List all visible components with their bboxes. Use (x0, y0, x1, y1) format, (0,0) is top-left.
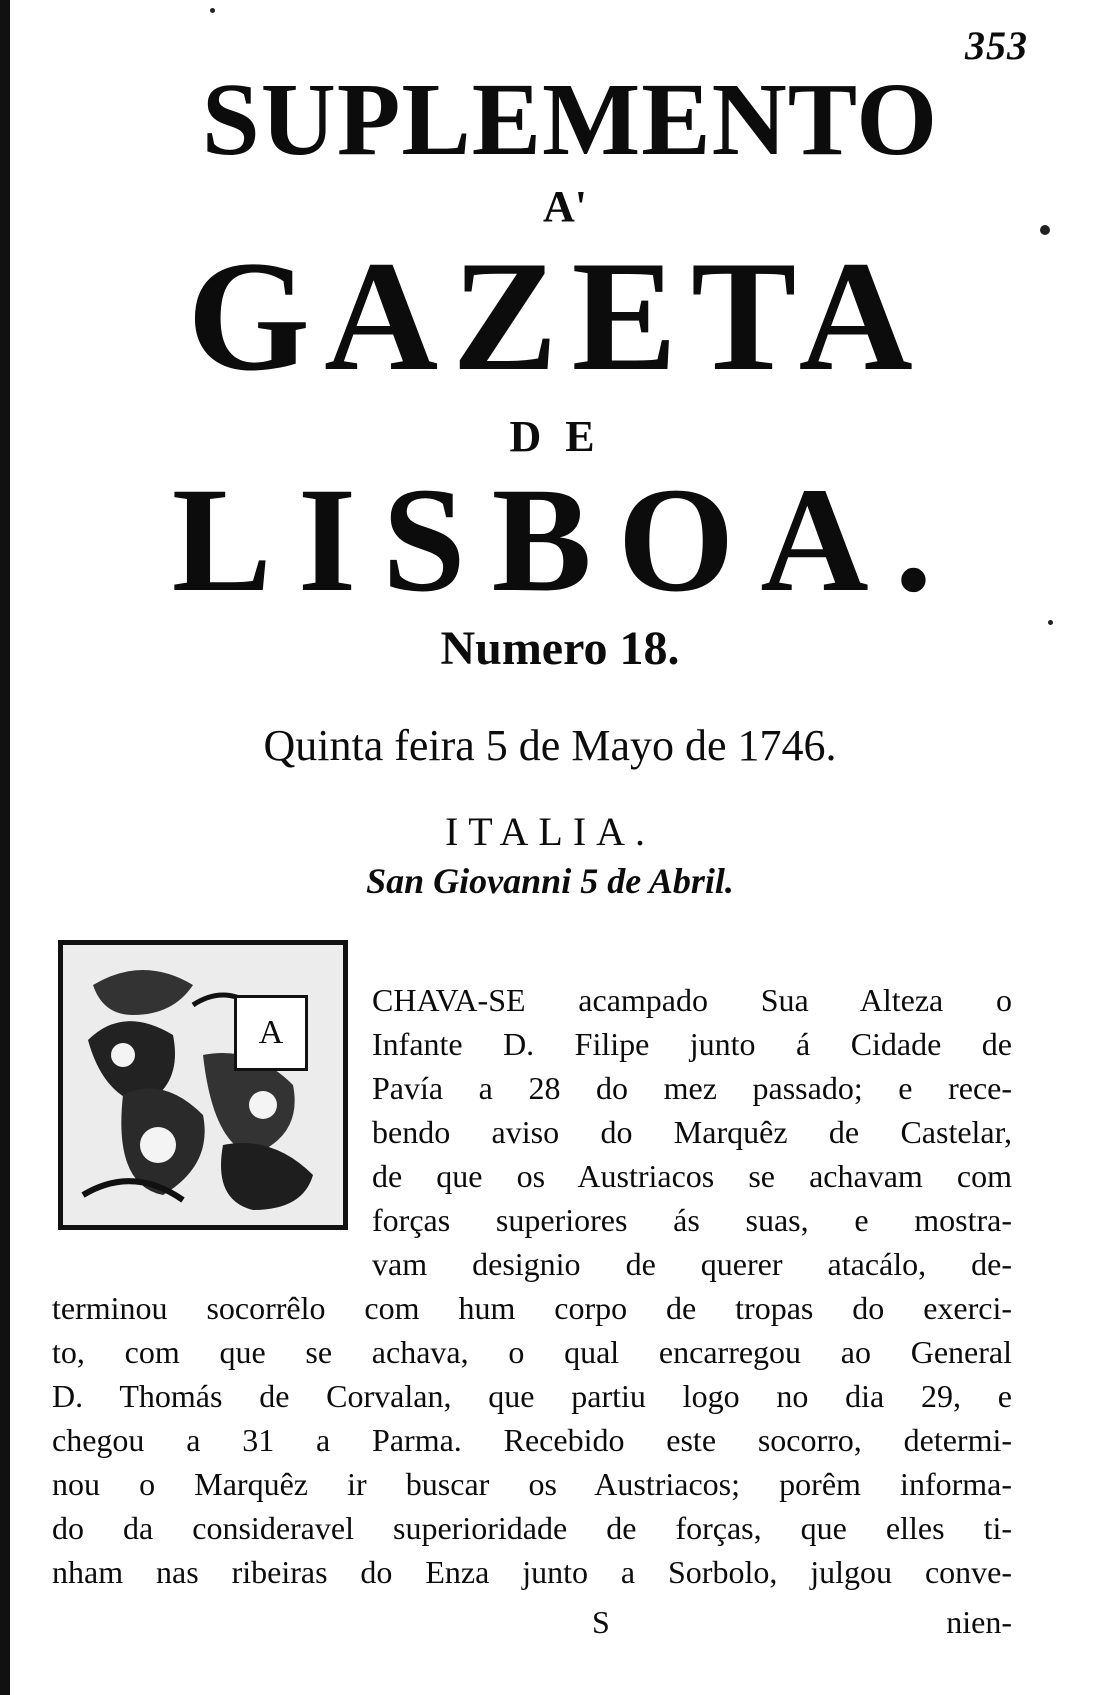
body-line: nou o Marquêz ir buscar os Austriacos; porêm informa- (52, 1466, 1012, 1502)
catchword: nien- (946, 1604, 1012, 1640)
body-line: terminou socorrêlo com hum corpo de tropas do exerci- (52, 1290, 1012, 1326)
masthead-de: DE (509, 412, 619, 461)
page-number: 353 (965, 23, 1028, 68)
body-line: do da consideravel superioridade de forças, que elles ti- (52, 1510, 1012, 1546)
body-line: vam designio de querer atacálo, de- (372, 1246, 1012, 1282)
masthead-gazeta: GAZETA (187, 229, 927, 404)
body-line: nham nas ribeiras do Enza junto a Sorbolo, julgou conve- (52, 1554, 1012, 1590)
masthead-lisboa: LISBOA. (171, 457, 959, 623)
masthead-suplemento: SUPLEMENTO (201, 62, 939, 177)
issue-number: Numero 18. (440, 622, 680, 675)
masthead-a: A' (543, 182, 587, 231)
article-body-wide (52, 1286, 1012, 1594)
print-speck (210, 8, 215, 13)
print-speck (1040, 225, 1050, 235)
body-line: Pavía a 28 do mez passado; e rece- (372, 1070, 1012, 1106)
initial-letter: A (234, 995, 308, 1071)
body-line: D. Thomás de Corvalan, que partiu logo no dia 29, e (52, 1378, 1012, 1414)
body-line: chegou a 31 a Parma. Recebido este socorro, determi- (52, 1422, 1012, 1458)
body-line: CHAVA-SE acampado Sua Alteza o (372, 982, 1012, 1018)
issue-date: Quinta feira 5 de Mayo de 1746. (263, 721, 837, 770)
signature-mark: S (592, 1604, 610, 1640)
body-line: Infante D. Filipe junto á Cidade de (372, 1026, 1012, 1062)
woodcut-illustration-icon (63, 945, 343, 1225)
page-footer-catchwords (52, 1604, 1012, 1648)
section-title: ITALIA. (444, 809, 656, 854)
body-line: bendo aviso do Marquêz de Castelar, (372, 1114, 1012, 1150)
body-line: forças superiores ás suas, e mostra- (372, 1202, 1012, 1238)
article-body-narrow (372, 978, 1012, 1286)
decorated-initial-woodcut (58, 940, 348, 1230)
print-speck (1048, 620, 1053, 625)
body-line: de que os Austriacos se achavam com (372, 1158, 1012, 1194)
article-dateline: San Giovanni 5 de Abril. (366, 861, 734, 901)
body-line: to, com que se achava, o qual encarregou ao General (52, 1334, 1012, 1370)
